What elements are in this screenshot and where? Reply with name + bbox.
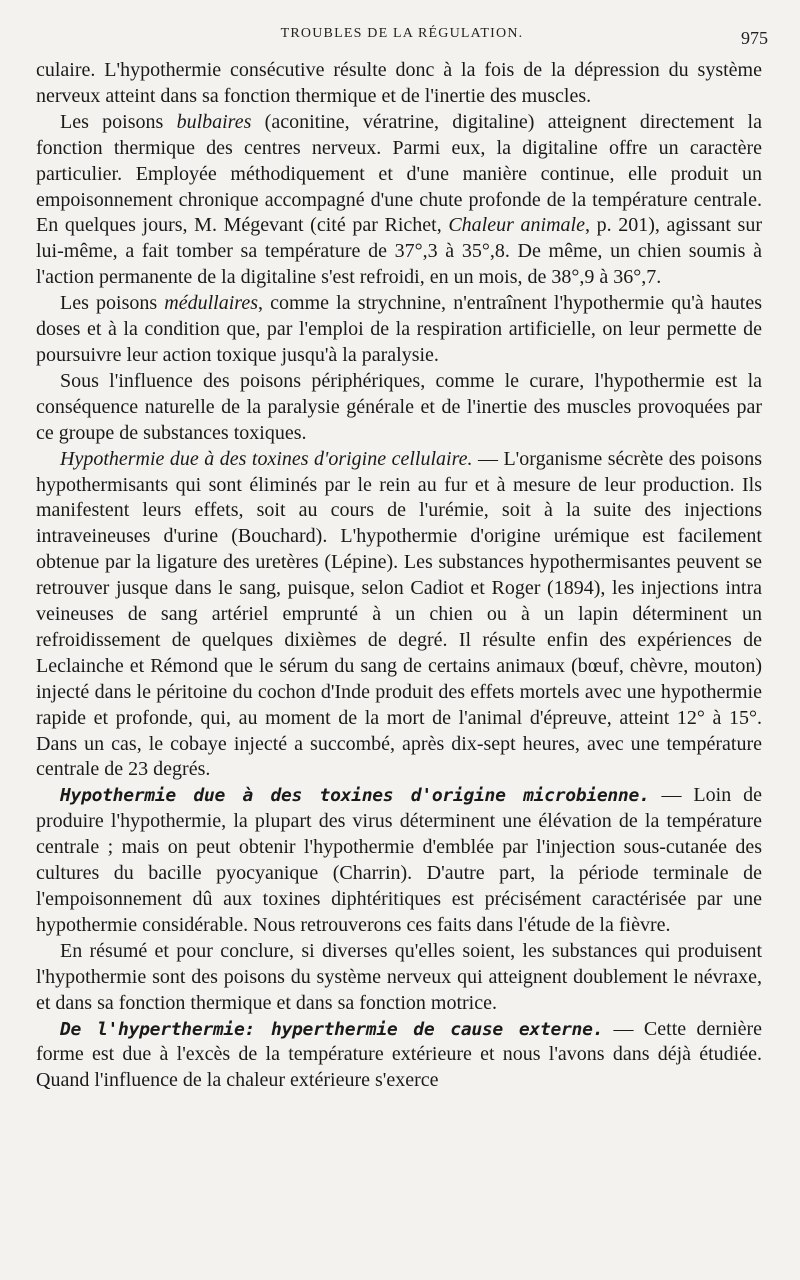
subhead-cellulaire: Hypothermie due à des toxines d'origine cellulaire.: [60, 447, 473, 470]
paragraph-2-body: (aconitine, vératrine, digitaline) atteignent directement la fonction thermique des centres nerveux. Parmi eux, la digitaline offre un caractère particulier. Employée méthodiquement et d'une manière continue, elle produit un empoisonnement chronique accompagné d'une chute profonde de la température centrale. En quelques jours, M. Mégevant (cité par Richet,: [36, 110, 762, 237]
subhead-microbienne: Hypothermie due à des toxines d'origine microbienne.: [60, 785, 650, 807]
paragraph-bulbaires: [36, 110, 762, 291]
paragraph-3-lead: Les poisons: [60, 292, 165, 315]
body-text: [36, 58, 762, 1094]
running-title: TROUBLES DE LA RÉGULATION.: [280, 26, 524, 41]
paragraph-hyperthermie: [36, 1017, 762, 1095]
paragraph-3-body: , comme la strychnine, n'entraînent l'hypothermie qu'à hautes doses et à la condition que, par l'emploi de la respiration artificielle, on leur permette de poursuivre leur action toxique jusqu'à la paralysie.: [36, 292, 763, 366]
page-number: 975: [741, 28, 768, 48]
term-medullaires: médullaires: [164, 292, 258, 315]
paragraph-2-lead: Les poisons: [60, 110, 177, 133]
paragraph-6-body: — Loin de produire l'hypothermie, la plupart des virus déterminent une élévation de la température centrale ; mais on peut obtenir l'hypothermie d'emblée par l'injection sous-cutanée des cultures du bacille pyocyanique (Charrin). D'autre part, la période terminale de l'empoisonnement dû aux toxines diphtéritiques est précisément caractérisée par une hypothermie considérable. Nous retrouverons ces faits dans l'étude de la fièvre.: [36, 784, 763, 936]
paragraph-peripheriques: Sous l'influence des poisons périphériques, comme le curare, l'hypothermie est la conséquence naturelle de la paralysie générale et de l'inertie des muscles provoquées par ce groupe de substances toxiques.: [36, 369, 762, 444]
paragraph-5-body: — L'organisme sécrète des poisons hypothermisants qui sont éliminés par le rein au fur et à mesure de leur production. Ils manifestent leurs effets, soit au cours de l'urémie, soit à la suite des injections intraveineuses d'urine (Bouchard). L'hypothermie d'origine urémique est facilement obtenue par la ligature des uretères (Lépine). Les substances hypothermisantes peuvent se retrouver jusque dans le sang, puisque, selon Cadiot et Roger (1894), les injections intra veineuses de sang artériel emprunté à un chien ou à un lapin déterminent un refroidissement de quelques dixièmes de degré. Il résulte enfin des expériences de Leclainche et Rémond que le sérum du sang de certains animaux (bœuf, chèvre, mouton) injecté dans le péritoine du cochon d'Inde produit des effets mortels avec une hypothermie rapide et profonde, qui, au moment de la mort de l'animal d'épreuve, atteint 12° à 15°. Dans un cas, le cobaye injecté a succombé, après dix-sept heures, avec une température centrale de 23 degrés.: [36, 447, 762, 781]
paragraph-2-end: , p. 201), agissant sur lui-même, a fait tomber sa température de 37°,3 à 35°,8. De même, un chien soumis à l'action permanente de la digitaline s'est refroidi, en un mois, de 38°,9 à 36°,7.: [36, 214, 762, 289]
paragraph-cellulaire: [36, 447, 762, 784]
paragraph-microbienne: [36, 783, 762, 938]
subhead-hyperthermie: De l'hyperthermie: hyperthermie de cause externe.: [60, 1018, 604, 1040]
paragraph-8-body: — Cette dernière forme est due à l'excès de la température extérieure et nous l'avons dans déjà étudiée. Quand l'influence de la chaleur extérieure s'exerce: [36, 1017, 762, 1092]
citation-title: Chaleur animale: [448, 214, 585, 237]
paragraph-resume: En résumé et pour conclure, si diverses qu'elles soient, les substances qui produisent l'hypothermie sont des poisons du système nerveux qui atteignent doublement le névraxe, et dans sa fonction thermique et dans sa fonction motrice.: [36, 939, 762, 1014]
running-head: [36, 26, 768, 50]
paragraph-1: culaire. L'hypothermie consécutive résulte donc à la fois de la dépression du système nerveux atteint dans sa fonction thermique et de l'inertie des muscles.: [36, 59, 762, 107]
paragraph-medullaires: [36, 291, 762, 369]
term-bulbaires: bulbaires: [176, 110, 252, 133]
